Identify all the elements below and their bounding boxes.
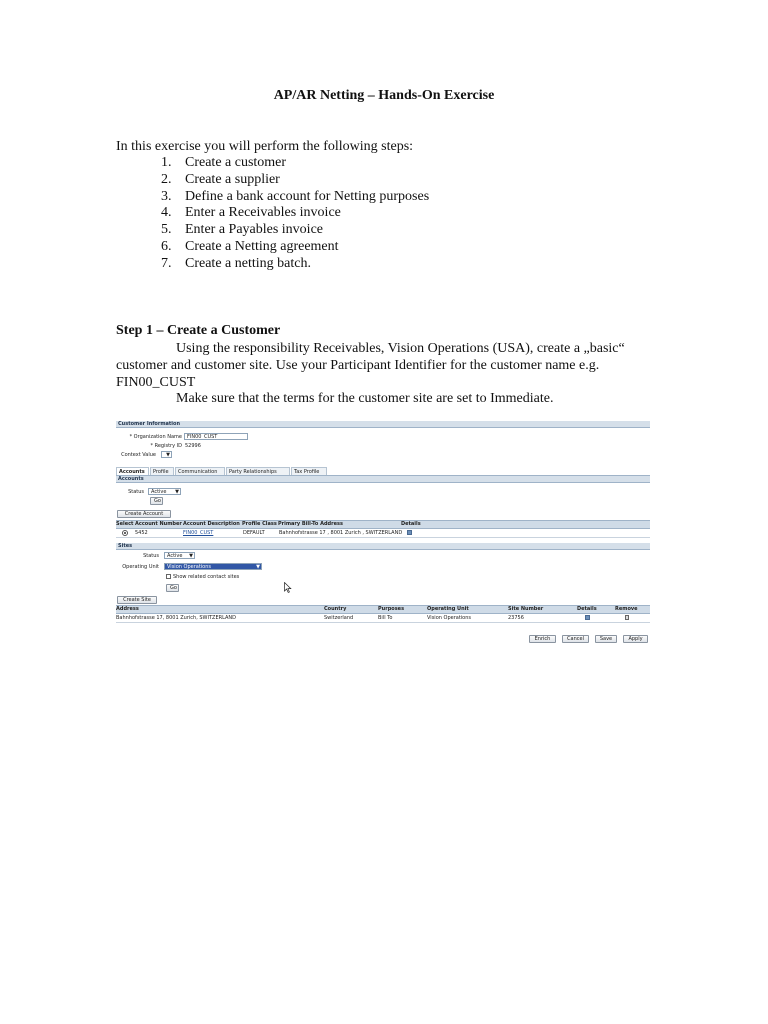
site-purposes: Bill To — [378, 615, 393, 621]
show-contact-sites-label: Show related contact sites — [173, 574, 240, 580]
operating-unit-value: Vision Operations — [167, 564, 211, 570]
list-item — [161, 189, 429, 206]
column-header: Details — [401, 521, 421, 527]
cancel-button[interactable]: Cancel — [562, 635, 589, 643]
bill-to-address: Bahnhofstrasse 17 , 8001 Zurich , SWITZERLAND — [279, 530, 403, 536]
accounts-go-button[interactable]: Go — [150, 497, 163, 505]
site-operating-unit: Vision Operations — [427, 615, 471, 621]
account-description-link[interactable]: FIN00_CUST — [183, 530, 214, 536]
column-header: Account Number — [135, 521, 182, 527]
trash-icon[interactable] — [625, 615, 629, 620]
column-header: Address — [116, 606, 139, 612]
details-icon[interactable] — [585, 615, 590, 620]
tab-profile[interactable]: Profile — [150, 467, 174, 475]
step-number: 1. — [161, 155, 172, 170]
column-header: Site Number — [508, 606, 544, 612]
step-number: 4. — [161, 205, 172, 221]
operating-unit-select[interactable] — [164, 563, 262, 570]
sites-table-header — [116, 605, 650, 614]
create-account-button[interactable]: Create Account — [117, 510, 171, 518]
column-header: Country — [324, 606, 347, 612]
mouse-pointer-icon — [284, 582, 292, 593]
sites-status-value: Active — [167, 553, 183, 559]
customer-info-header: Customer Information — [116, 421, 650, 428]
step-text: Enter a Payables invoice — [185, 222, 324, 238]
tab-accounts[interactable]: Accounts — [116, 467, 149, 475]
step-text: Create a customer — [185, 155, 287, 170]
org-name-label: * Organization Name — [129, 434, 182, 440]
column-header: Details — [577, 606, 597, 612]
apply-button[interactable]: Apply — [623, 635, 648, 643]
chevron-down-icon: ▼ — [256, 564, 260, 570]
accounts-table-header — [116, 520, 650, 529]
save-button[interactable]: Save — [595, 635, 617, 643]
column-header: Remove — [615, 606, 638, 612]
account-number: 5452 — [135, 530, 148, 536]
status-select-value: Active — [151, 489, 167, 495]
chevron-down-icon: ▼ — [189, 553, 193, 559]
list-item — [161, 155, 429, 172]
step-number: 7. — [161, 255, 172, 271]
profile-class: DEFAULT — [243, 530, 265, 536]
create-site-button[interactable]: Create Site — [117, 596, 157, 604]
step1-note: Make sure that the terms for the customer site are set to Immediate. — [176, 391, 554, 406]
details-icon[interactable] — [407, 530, 412, 535]
site-address: Bahnhofstrasse 17, 8001 Zurich, SWITZERLAND — [116, 615, 236, 621]
tab-communication[interactable]: Communication — [175, 467, 225, 475]
enrich-button[interactable]: Enrich — [529, 635, 556, 643]
status-label: Status — [128, 489, 144, 495]
chevron-down-icon: ▼ — [166, 452, 170, 458]
tab-party-relationships[interactable]: Party Relationships — [226, 467, 290, 475]
sites-status-label: Status — [143, 553, 159, 559]
step1-heading: Step 1 – Create a Customer — [116, 323, 281, 338]
site-country: Switzerland — [324, 615, 354, 621]
list-item — [161, 239, 429, 256]
context-value-select[interactable] — [161, 451, 172, 458]
intro-text: In this exercise you will perform the following steps: — [116, 139, 414, 154]
accounts-header: Accounts — [116, 476, 650, 483]
table-row — [116, 614, 650, 623]
context-value-label: Context Value — [121, 452, 156, 458]
step-text: Define a bank account for Netting purposes — [185, 188, 430, 204]
step-text: Create a supplier — [185, 171, 280, 187]
list-item — [161, 256, 429, 273]
list-item — [161, 222, 429, 239]
operating-unit-label: Operating Unit — [122, 564, 159, 570]
column-header: Primary Bill-To Address — [278, 521, 343, 527]
customer-form-screenshot — [116, 421, 650, 647]
tab-tax-profile[interactable]: Tax Profile — [291, 467, 327, 475]
sites-go-button[interactable]: Go — [166, 584, 179, 592]
step1-paragraph: Using the responsibility Receivables, Vision Operations (USA), create a „basic“ customer and customer site. Use your Participant Identifier for the customer name e.g. FIN00_CUST — [116, 341, 625, 390]
chevron-down-icon: ▼ — [175, 489, 179, 495]
column-header: Select — [116, 521, 134, 527]
step-number: 5. — [161, 222, 172, 238]
registry-label: * Registry ID — [150, 443, 182, 449]
step-text: Enter a Receivables invoice — [185, 205, 341, 221]
document-title: AP/AR Netting – Hands-On Exercise — [273, 88, 495, 103]
step-number: 3. — [161, 188, 172, 204]
column-header: Operating Unit — [427, 606, 469, 612]
table-row — [116, 529, 650, 538]
org-name-input[interactable]: FIN00_CUST — [184, 433, 248, 440]
list-item — [161, 205, 429, 222]
step-text: Create a netting batch. — [185, 255, 311, 271]
sites-status-select[interactable] — [164, 552, 195, 559]
step-number: 2. — [161, 171, 172, 187]
show-contact-sites-checkbox[interactable] — [166, 574, 171, 579]
tab-bar — [116, 467, 650, 476]
step-text: Create a Netting agreement — [185, 238, 339, 254]
column-header: Account Description — [183, 521, 240, 527]
registry-value: 52996 — [185, 443, 201, 449]
column-header: Profile Class — [242, 521, 277, 527]
list-item — [161, 172, 429, 189]
site-number: 23756 — [508, 615, 524, 621]
column-header: Purposes — [378, 606, 405, 612]
status-select[interactable] — [148, 488, 181, 495]
sites-header: Sites — [116, 543, 650, 550]
step-number: 6. — [161, 238, 172, 254]
select-radio[interactable] — [122, 530, 128, 536]
steps-list — [161, 155, 429, 273]
